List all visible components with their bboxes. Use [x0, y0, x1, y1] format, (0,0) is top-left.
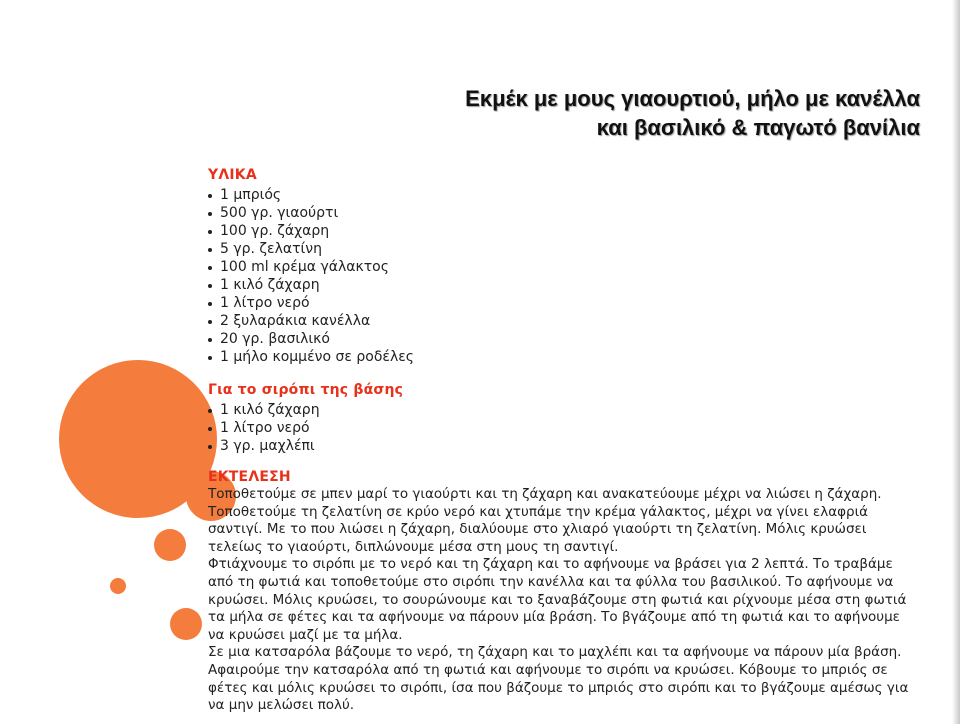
ingredients-list: [208, 186, 920, 366]
list-item: 3 γρ. μαχλέπι: [208, 437, 920, 455]
list-item: 1 λίτρο νερό: [208, 294, 920, 312]
page-title: [465, 84, 920, 142]
title-line-2: και βασιλικό & παγωτό βανίλια: [596, 115, 920, 140]
title-line-1: Εκμέκ με μους γιαουρτιού, μήλο με κανέλλα: [465, 86, 920, 111]
list-item: 100 γρ. ζάχαρη: [208, 222, 920, 240]
list-item: 2 ξυλαράκια κανέλλα: [208, 312, 920, 330]
decorative-circle-tiny: [110, 578, 126, 594]
list-item: 1 μπριός: [208, 186, 920, 204]
execution-instructions: [208, 486, 920, 715]
instruction-paragraph: Φτιάχνουμε το σιρόπι με το νερό και τη ζάχαρη και το αφήνουμε να βράσει για 2 λεπτά. Το τραβάμε από τη φωτιά και τοποθετούμε στο σιρόπι την κανέλλα και τα φύλλα του βασιλικού. Το αφήνουμε να κρυώσει. Μόλις κρυώσει, το σουρώνουμε και το ξαναβάζουμε στη φωτιά και ρίχνουμε μέσα στη φωτιά τα μήλα σε φέτες και τα αφήνουμε να πάρουν μία βράση. Το βγάζουμε από τη φωτιά και το αφήνουμε να κρυώσει μαζί με τα μήλα.: [208, 556, 907, 643]
decorative-circle-small: [154, 529, 186, 561]
page-edge-shadow: [952, 0, 960, 724]
ingredients-heading: ΥΛΙΚΑ: [208, 167, 257, 183]
instruction-paragraph: Σε μια κατσαρόλα βάζουμε το νερό, τη ζάχαρη και το μαχλέπι και τα αφήνουμε να πάρουν μία βράση. Αφαιρούμε την κατσαρόλα από τη φωτιά και αφήνουμε το σιρόπι να κρυώσει. Κόβουμε το μπριός σε φέτες και μόλις κρυώσει το σιρόπι, ίσα που βάζουμε το μπριός στο σιρόπι και το βγάζουμε αμέσως για να μην μελώσει πολύ.: [208, 644, 909, 714]
list-item: 1 κιλό ζάχαρη: [208, 401, 920, 419]
list-item: 5 γρ. ζελατίνη: [208, 240, 920, 258]
list-item: 20 γρ. βασιλικό: [208, 330, 920, 348]
list-item: 100 ml κρέμα γάλακτος: [208, 258, 920, 276]
syrup-heading: Για το σιρόπι της βάσης: [208, 382, 404, 398]
list-item: 1 κιλό ζάχαρη: [208, 276, 920, 294]
list-item: 1 μήλο κομμένο σε ροδέλες: [208, 348, 920, 366]
instruction-paragraph: Τοποθετούμε σε μπεν μαρί το γιαούρτι και τη ζάχαρη και ανακατεύουμε μέχρι να λιώσει η ζάχαρη. Τοποθετούμε τη ζελατίνη σε κρύο νερό και χτυπάμε την κρέμα γάλακτος, μέχρι να γίνει ελαφριά σαντιγί. Με το που λιώσει η ζάχαρη, διαλύουμε στο χλιαρό γιαούρτι τη ζελατίνη. Μόλις κρυώσει τελείως το γιαούρτι, διπλώνουμε μέσα στη μους τη σαντιγί.: [208, 486, 882, 555]
list-item: 500 γρ. γιαούρτι: [208, 204, 920, 222]
recipe-content: [208, 167, 920, 715]
execution-heading: ΕΚΤΕΛΕΣΗ: [208, 469, 291, 485]
syrup-list: [208, 401, 920, 455]
decorative-circle-lower: [170, 608, 202, 640]
list-item: 1 λίτρο νερό: [208, 419, 920, 437]
